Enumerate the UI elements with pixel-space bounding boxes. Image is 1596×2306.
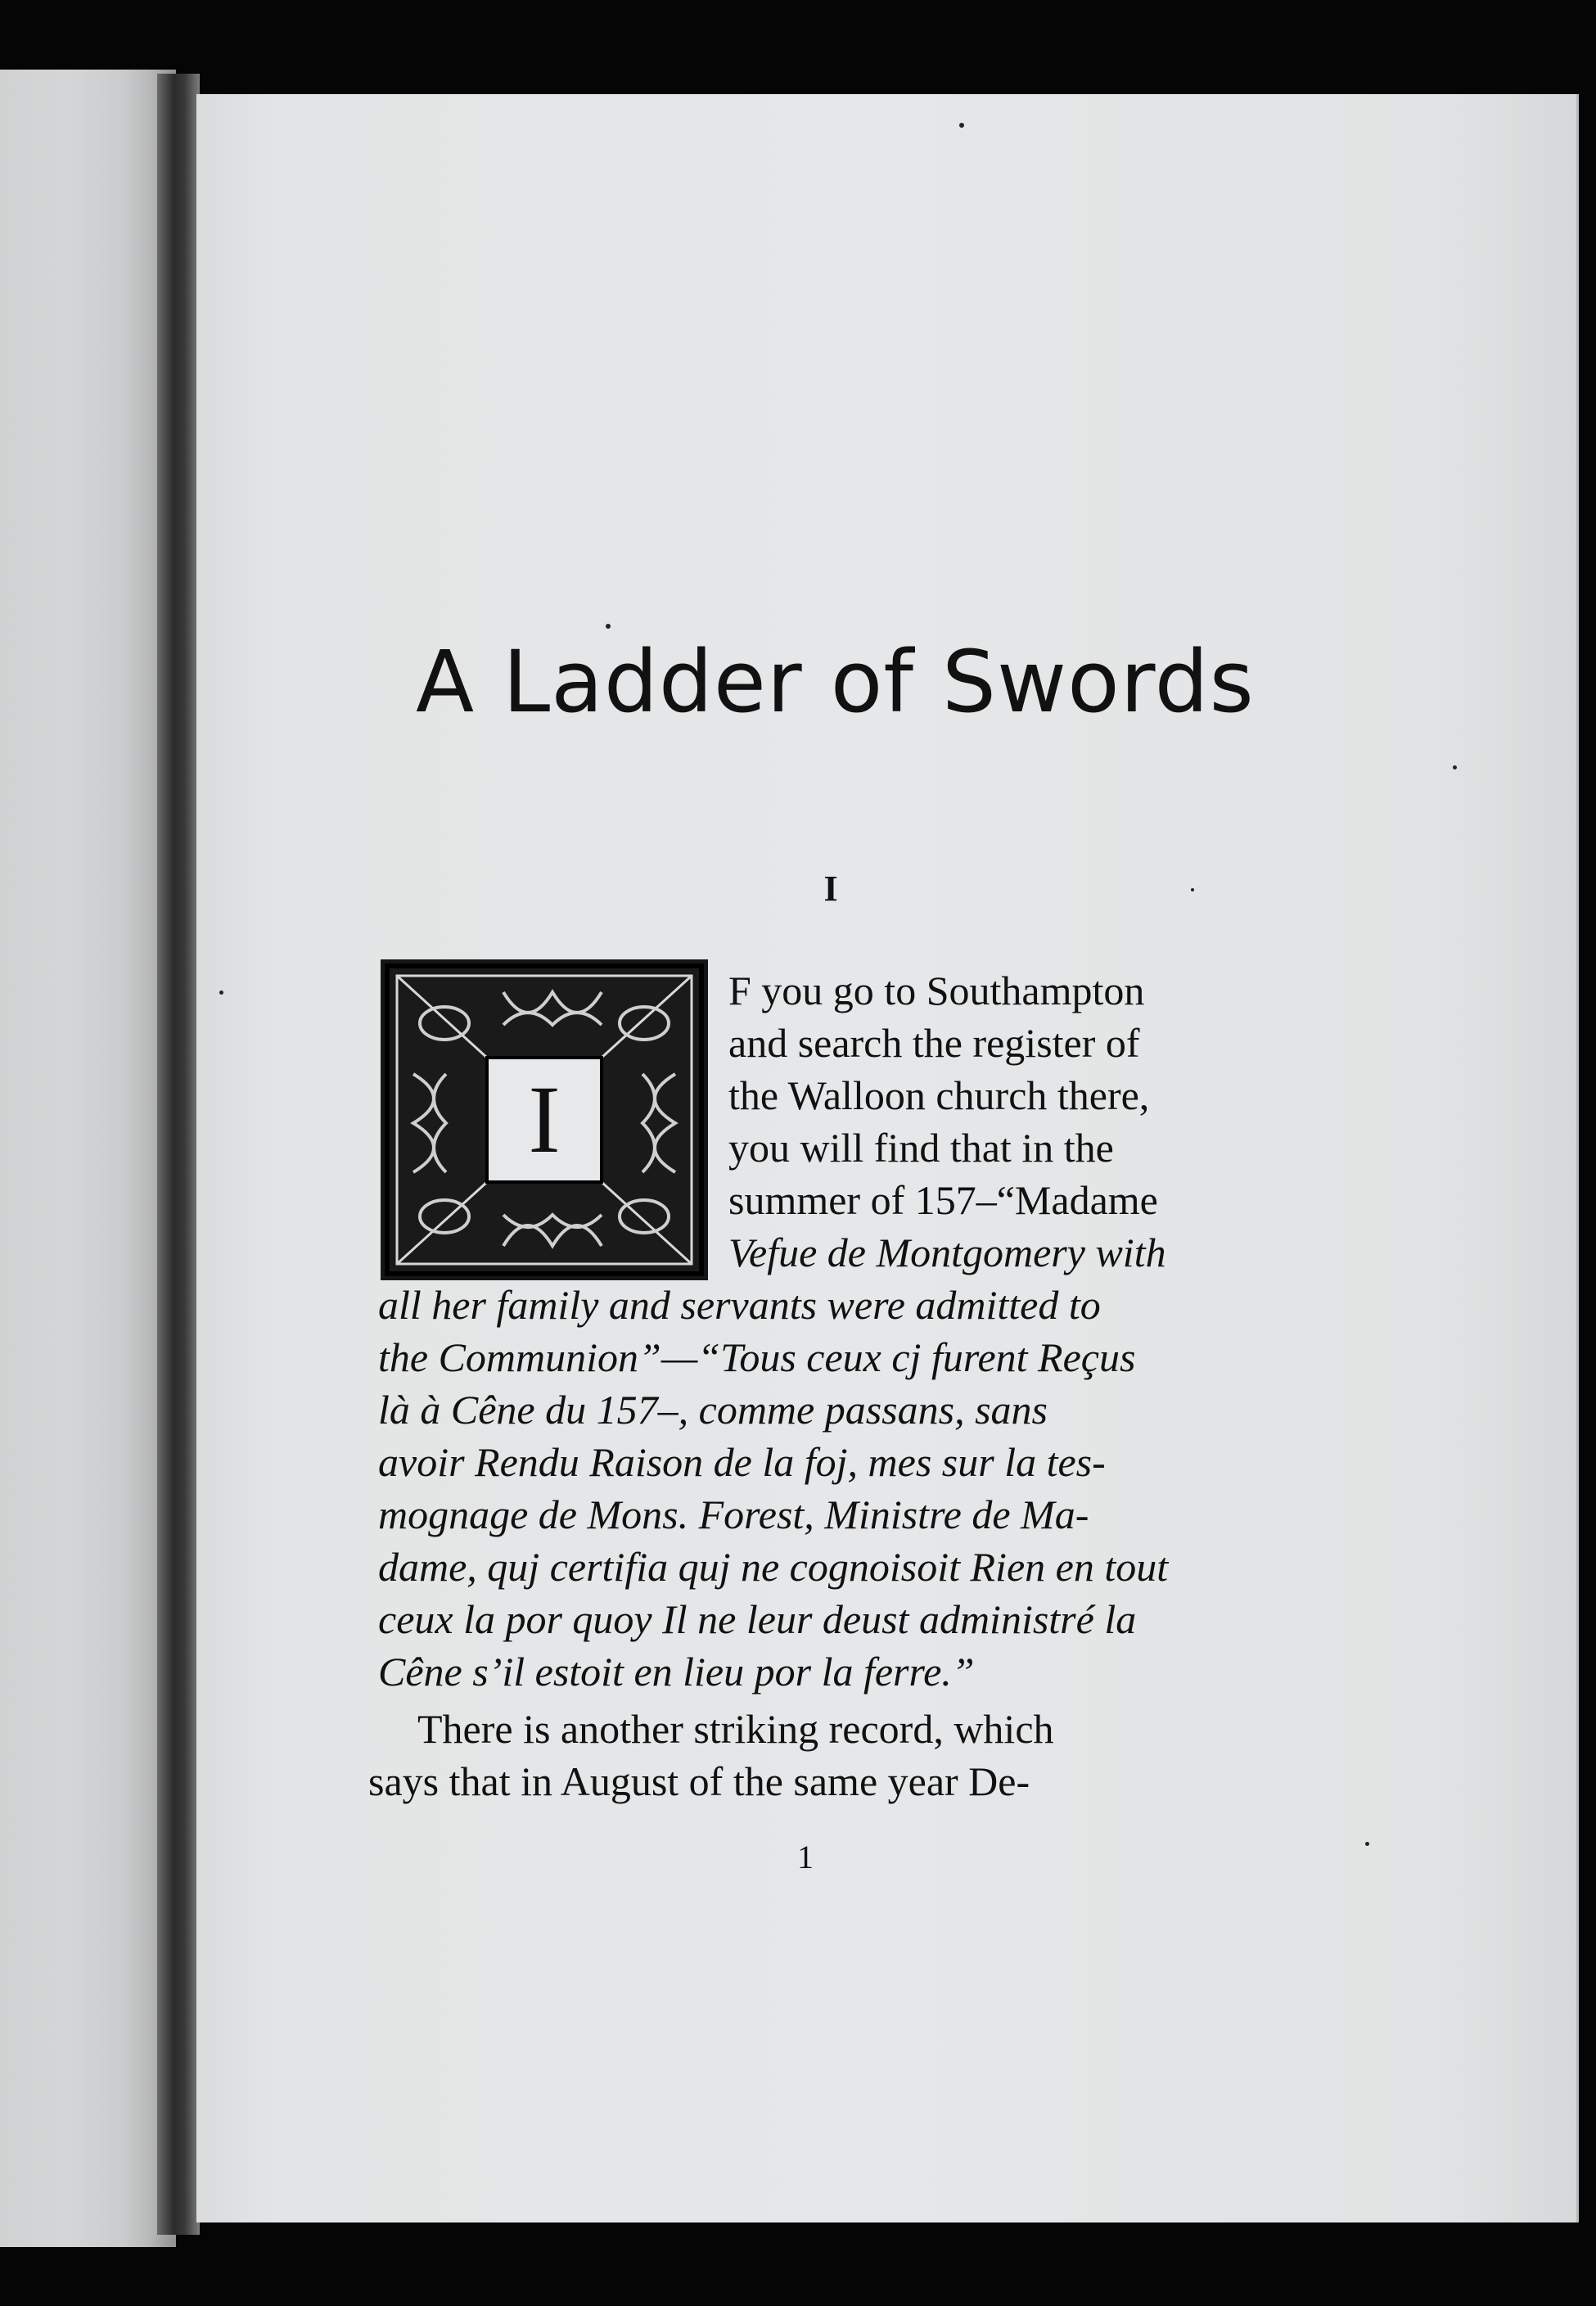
facing-page-edge (0, 70, 176, 2247)
book-title: A Ladder of Swords (416, 632, 1255, 732)
text-line: There is another striking record, which (417, 1706, 1054, 1752)
chapter-number: I (823, 869, 838, 909)
page-number: 1 (797, 1839, 814, 1875)
scan-speck (959, 123, 964, 128)
text-line: and search the register of (728, 1020, 1140, 1066)
ornamental-drop-cap (381, 959, 708, 1280)
text-line: Cêne s’il estoit en lieu por la ferre.” (378, 1649, 975, 1695)
scan-speck (1191, 888, 1194, 891)
text-line: ceux la por quoy Il ne leur deust administré la (378, 1596, 1137, 1642)
text-line: summer of 157–“Madame (728, 1177, 1158, 1223)
text-line: the Communion”—“Tous ceux cj furent Reçus (378, 1334, 1136, 1380)
scan-speck (219, 991, 223, 995)
scan-speck (606, 624, 611, 629)
text-line: avoir Rendu Raison de la foj, mes sur la tes- (378, 1439, 1106, 1485)
scan-speck (1365, 1842, 1369, 1846)
text-line: dame, quj certifia quj ne cognoisoit Rien en tout (378, 1544, 1169, 1590)
text-line: says that in August of the same year De- (368, 1758, 1030, 1804)
text-line: you will find that in the (728, 1125, 1114, 1171)
text-line: all her family and servants were admitted to (378, 1282, 1101, 1328)
text-line: Vefue de Montgomery with (728, 1230, 1166, 1275)
text-line: là à Cêne du 157–, comme passans, sans (378, 1387, 1048, 1433)
text-line: mognage de Mons. Forest, Ministre de Ma- (378, 1491, 1089, 1537)
text-line: the Walloon church there, (728, 1072, 1150, 1118)
scan-speck (1453, 765, 1457, 769)
text-line: F you go to Southampton (728, 968, 1145, 1013)
drop-cap-letter: I (528, 1066, 561, 1173)
book-gutter (157, 74, 200, 2235)
